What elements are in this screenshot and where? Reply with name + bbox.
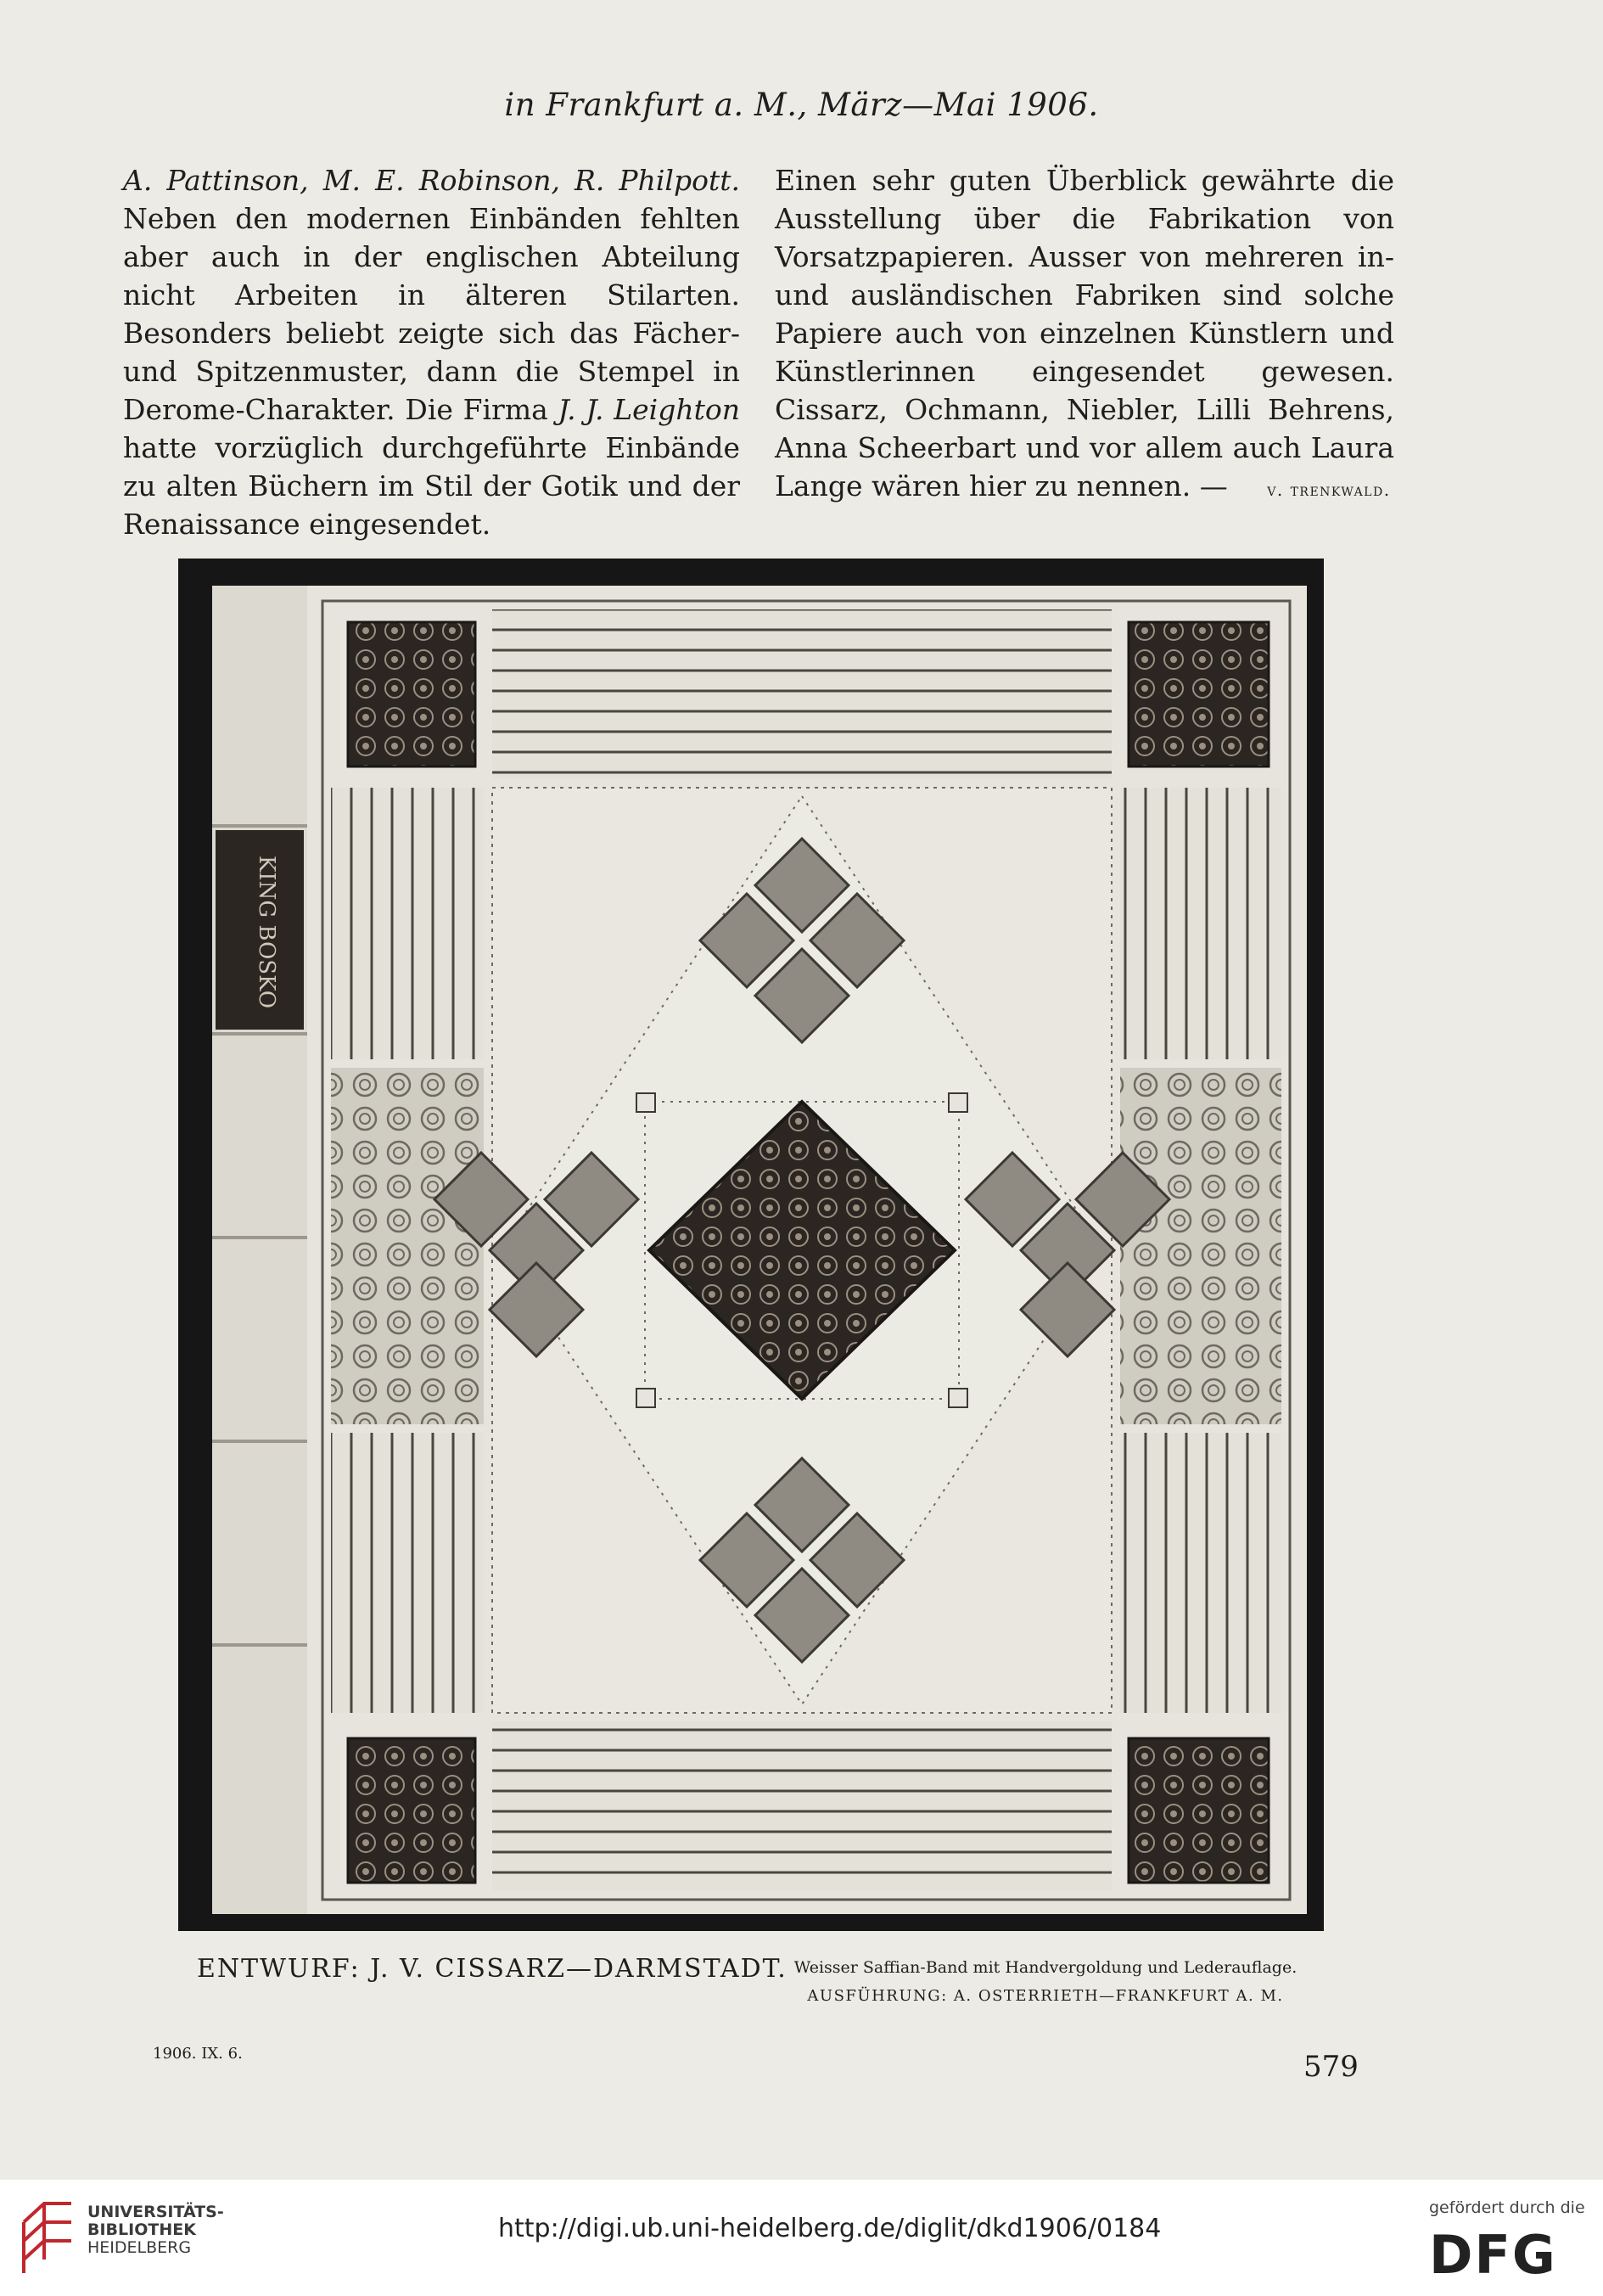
book-cover-plate — [178, 559, 1324, 1931]
left-text-column — [123, 161, 740, 543]
corner-tl — [348, 622, 475, 766]
page-number: 579 — [1303, 2050, 1359, 2084]
caption-design: ENTWURF: J. V. CISSARZ—DARMSTADT. — [197, 1954, 787, 1984]
right-text-column — [775, 161, 1394, 509]
right-text: Einen sehr guten Überblick gewährte die Ausstellung über die Fabrikation von Vorsatzpapieren. Ausser von mehreren in- und ausländischen Fabriken sind solche Papiere auch von einzelnen Künstlern und Künstlerinnen eingesendet gewesen. Cissarz, Ochmann, Niebler, Lilli Behrens, Anna Scheerbart und vor allem auch Laura Lange wären hier zu nennen. — — [775, 164, 1394, 502]
spine — [212, 586, 307, 1914]
book-cover-image — [178, 559, 1324, 1931]
library-logo-icon — [19, 2197, 76, 2276]
caption-execution: AUSFÜHRUNG: A. OSTERRIETH—FRANKFURT A. M. — [807, 1987, 1284, 2005]
firm-name: J. J. Leighton — [558, 393, 740, 426]
left-text-part-a: Neben den modernen Einbänden fehlten aber auch in der englischen Abteilung nicht Arbeiten in älteren Stilarten. Besonders beliebt zeigte sich das Fächer- und Spitzenmuster, dann die Stempel in Derome-Charakter. Die Firma — [123, 202, 740, 426]
running-header: in Frankfurt a. M., März—Mai 1906. — [504, 87, 1099, 123]
funding-note: gefördert durch die — [1429, 2198, 1585, 2217]
printer-signature-mark: 1906. IX. 6. — [153, 2045, 243, 2063]
corner-bl — [348, 1738, 475, 1883]
caption-block — [782, 1953, 1309, 2011]
dfg-logo: DFG — [1429, 2224, 1557, 2286]
digital-library-link[interactable]: http://digi.ub.uni-heidelberg.de/diglit/dkd1906/0184 — [498, 2214, 1162, 2243]
svg-text:KING BOSKO: KING BOSKO — [254, 855, 279, 1009]
corner-br — [1129, 1738, 1269, 1883]
left-text-part-b: hatte vorzüglich durchgeführte Einbände zu alten Büchern im Stil der Gotik und der Renaissance eingesendet. — [123, 431, 740, 541]
corner-tr — [1129, 622, 1269, 766]
library-name: UNIVERSITÄTS- BIBLIOTHEK HEIDELBERG — [87, 2203, 224, 2257]
paragraph-left — [123, 161, 740, 543]
author-signature: v. trenkwald. — [1267, 480, 1391, 500]
paragraph-right — [775, 161, 1394, 509]
caption-material: Weisser Saffian-Band mit Handvergoldung und Lederauflage. — [793, 1958, 1298, 1977]
binder-names: A. Pattinson, M. E. Robinson, R. Philpott. — [123, 164, 740, 197]
